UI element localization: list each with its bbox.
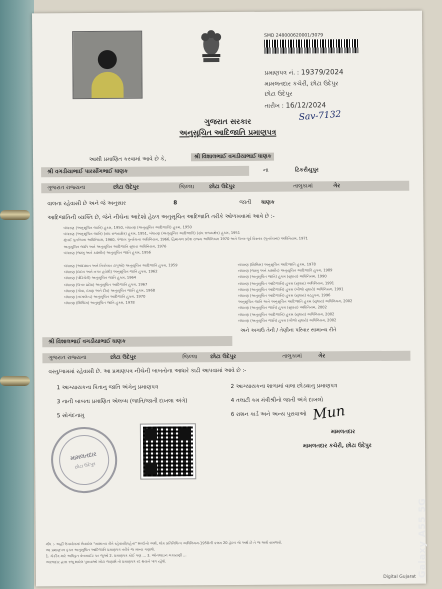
reference-block (264, 67, 343, 112)
footnotes (46, 539, 416, 566)
barcode-area (264, 33, 358, 54)
basis-item-5: 5 સોગંદનામુ (56, 413, 85, 420)
order-item: બંધારણ (અનુસૂચિત જાતિ) હુકમ, 1950, બંધારણ (અનુસૂચિત આદિજાતિ) હુકમ, 1950 (63, 225, 192, 231)
order-item: અનુસૂચિત જાતિ અને અનુસૂચિત આદિજાતિ હુકમ (સુધારા) અધિનિયમ, 2002 (238, 299, 353, 305)
order-item: બંધારણ (અનુસૂચિત આદિજાતિ) હુકમ (સુધારા) અધિનિયમ, 2002 (238, 311, 335, 317)
office-name: મામલતદાર કચેરી, છોટા ઉદેપુર (264, 79, 339, 88)
orders-list-left (64, 262, 178, 306)
national-emblem-icon (194, 24, 228, 68)
signature: Mun (311, 403, 347, 424)
handwritten-reference: Sav-7132 (298, 109, 342, 123)
order-item: મુંબઈ પુનર્રચના અધિનિયમ, 1960, પંજાબ પુનર્રચના અધિનિયમ, 1966, હિમાચલ પ્રદેશ રાજ્ય અધિનિયમ 1970 અને ઉત્તર-પૂર્વ વિસ્તાર (પુનર્રચના) અધિનિયમ, 1971 (63, 236, 308, 243)
order-item: બંધારણ (જમ્મુ અને કાશ્મીર) અનુસૂચિત આદિજાતિ હુકમ, 1989 (237, 268, 333, 274)
family-text: અને અગાઉ તેની / તેણીના પરિવાર સામાન્ય રીતે (240, 327, 337, 334)
verification-qr-code (141, 424, 195, 478)
order-item: બંધારણ (અનુસૂચિત આદિજાતિ) હુકમ (બીજો સુધારો) અધિનિયમ, 1991 (237, 287, 344, 292)
order-item: અનુસૂચિત જાતિ અને અનુસૂચિત આદિજાતિ સુધારા અધિનિયમ, 1976 (63, 244, 167, 249)
second-name: શ્રી વિશાલભાઈ વગડીયાભાઈ ધાણક (48, 338, 126, 346)
government-title: ગુજરાત સરકાર (204, 116, 252, 127)
taluka-name: ગેર (333, 183, 341, 190)
caste-name: ધાણક (261, 199, 275, 206)
footnote-4: અરજદાર દ્વારા રજૂ થયેલ પુરાવાઓ ખોટા જણાશે તો પ્રમાણપત્ર રદ થવાને પાત્ર રહેશે. (45, 559, 167, 565)
order-item: બંધારણ (અનુસૂચિત જાતિ) હુકમ (બીજો સુધારો) અધિનિયમ, 2002 (238, 318, 337, 323)
order-item: બંધારણ (અનુસૂચિત આદિજાતિ) હુકમ (સુધારા) અધિનિયમ, 1991 (237, 280, 335, 286)
district-name: છોટા ઉદેપુર (113, 184, 139, 191)
date-label: તારીખ : (264, 102, 284, 110)
order-item: બંધારણ (અનુસૂચિત જાતિ) હુકમ (સુધારા) અધિનિયમ, 1990 (237, 274, 327, 280)
schedule-text: વાલના રહેવાસી છે અને જે અનુસાર (47, 200, 126, 208)
folder-binder (0, 0, 34, 589)
order-item: બંધારણ (અનુસૂચિત જાતિ) હુકમ (સુધારા) અધિનિયમ, 2002 (238, 305, 327, 311)
ordinary-resident-text: વસ્તુ/ગામમાં રહેવાસી છે. આ પ્રમાણપત્ર નીચેની બાબતોના આધારે કાઢી આપવામાં આવે છે :- (48, 367, 247, 376)
order-item: બંધારણ (સિક્કિમ) અનુસૂચિત જાતિ હુકમ, 1978 (64, 300, 135, 306)
order-item: બંધારણ (પોંડિચેરી) અનુસૂચિત જાતિ હુકમ, 1964 (63, 276, 137, 281)
footnote-2: આ પ્રમાણપત્ર ફક્ત અનુસૂચિત આદિજાતિ પ્રમાણપત્ર તરીકે જ માન્ય ગણાશે. (45, 547, 156, 553)
second-taluka: ગેર (318, 353, 326, 360)
basis-item-4: 4 તલાટી કમ મંત્રીશ્રીનો જાતી અંગે દાખલો (230, 397, 324, 404)
binder-ring-top (0, 210, 30, 220)
signatory-title: મામલતદાર (330, 429, 356, 436)
binder-ring-bottom (0, 376, 30, 386)
issue-date: 16/12/2024 (285, 100, 327, 110)
second-state: ગુજરાત રાજ્યના (48, 354, 87, 362)
basis-item-6: 6 રાશન કાર્ડ અને અન્ય પુરાવાઓ (230, 411, 307, 418)
certificate-document (32, 11, 426, 587)
signatory-office: મામલતદાર કચેરી, છોટા ઉદેપુર (303, 443, 372, 450)
footer-brand: Digital Gujarat (383, 574, 416, 580)
certificate-title: અનુસૂચિત આદિજાતિ પ્રમાણપત્ર (179, 127, 277, 138)
taluka-label: તાલુકામાં (293, 183, 313, 190)
orders-list-top (63, 223, 308, 256)
basis-item-2: 2 આગ્યાયકના શાળામાં વાલા છોડ્યાનુ પ્રમાણપત્ર (230, 383, 338, 390)
basis-item-1: 1 આગ્યાયકના પિતાનુ જાતિ અંગેનુ પ્રમાણપત્ર (56, 384, 159, 392)
order-item: બંધારણ (નાગાલેન્ડ) અનુસૂચિત આદિજાતિ હુકમ, 1970 (63, 294, 146, 300)
basis-item-3: 3 નાની બાબતા પ્રમાણિત એલબ્ધ (જાતિ/જાતી દાખલા અંગે) (56, 398, 188, 406)
place-name: છોટા ઉદેપુર (264, 90, 293, 98)
orders-list-right (238, 261, 353, 324)
applicant-name: શ્રી વિશાલભાઈ વગડીયાભાઈ ધાણક (191, 153, 274, 162)
order-item: બંધારણ (સિક્કિમ) અનુસૂચિત આદિજાતિ હુકમ, 1978 (237, 262, 316, 267)
second-district: છોટા ઉદેપુર (110, 354, 137, 361)
certificate-no: 19379/2024 (300, 68, 344, 77)
footnote-1: નોંધ :- અહીં ઉપયોગમાં લેવાયેલ "સામાન્ય રીતે રહેવાસી/રહેતા" શબ્દોનો અર્થ, લોક પ્રતિનિધિત્વ અધિનિયમ-1950ની કલમ 20 હેઠળ જે અર્થ છે તે જ અર્થ સમજવો. (45, 540, 283, 547)
tribe-intro: આદિજાતિની વ્યક્તિ છે, જેને નીચેના આદેશો હેઠળ અનુસૂચિત આદિજાતિ તરીકે ઓળખવામાં આવે છે :- (47, 213, 275, 222)
stamp-text: મામલતદાર (69, 450, 98, 463)
district-name-2: છોટા ઉદેપુર (209, 183, 235, 191)
camera-watermark: Galaxy A55 5G (418, 497, 428, 578)
caste-label: જાતી (239, 199, 252, 206)
order-item: બંધારણ (ગોવા, દમણ અને દીવ) અનુસૂચિત જાતિ હુકમ, 1968 (63, 288, 156, 293)
schedule-number: 8 (173, 200, 178, 207)
father-name: શ્રી વગડીયાભાઈ પારસીંગભાઈ ધાણક (47, 168, 128, 176)
village-name: ટિકરીયુપુર (295, 167, 319, 174)
second-taluka-label: તાલુકામાં (282, 353, 303, 360)
order-item: બંધારણ (દાદરા અને નગર હવેલી) અનુસૂચિત જાતિ હુકમ, 1962 (63, 269, 158, 275)
second-district-2: છોટા ઉદેપુર (210, 353, 237, 361)
order-item: બંધારણ (ઉત્તર પ્રદેશ) અનુસૂચિત આદિજાતિ હુકમ, 1967 (63, 282, 148, 287)
official-stamp (46, 422, 123, 499)
district-label: જિલ્લા (179, 184, 195, 191)
state-text: ગુજરાત રાજ્યના (47, 185, 86, 192)
certificate-no-label: પ્રમાણપત્ર નં. : (264, 69, 300, 77)
barcode-number: SMD 248000620001/3079 (264, 33, 324, 39)
order-item: બંધારણ (જમ્મુ અને કાશ્મીર) અનુસૂચિત જાતિ હુકમ, 1956 (63, 250, 151, 255)
second-district-label: જિલ્લા (182, 354, 198, 361)
village-label: ના (263, 167, 269, 174)
footnote-3: 1. ચેકીંગ માટે અધિકૃત વેબસાઈટ પર જુઓ 2. પ્રમાણપત્ર કોઈ પણ ... 3. ઓનલાઇન ચકાસણી ... (45, 553, 187, 559)
order-item: બંધારણ (અનુસૂચિત જાતિ) (સંઘ રાજ્યક્ષેત્ર) હુકમ, 1951, બંધારણ (અનુસૂચિત આદિજાતિ) (સંઘ રાજ્યક્ષેત્ર) હુકમ, 1951 (63, 231, 241, 237)
certify-text: આથી પ્રમાણિત કરવામાં આવે છે કે, (89, 156, 167, 163)
order-item: બંધારણ (આંદામાન અને નિકોબાર ટાપુઓ) અનુસૂચિત આદિજાતિ હુકમ, 1959 (63, 263, 178, 269)
barcode (264, 39, 358, 54)
order-item: બંધારણ (અનુસૂચિત આદિજાતિ) હુકમ (સુધારા) વટહુકમ, 1996 (237, 293, 331, 298)
applicant-photo (72, 31, 142, 99)
stamp-sub-text: છોટા ઉદેપુર (74, 462, 97, 471)
